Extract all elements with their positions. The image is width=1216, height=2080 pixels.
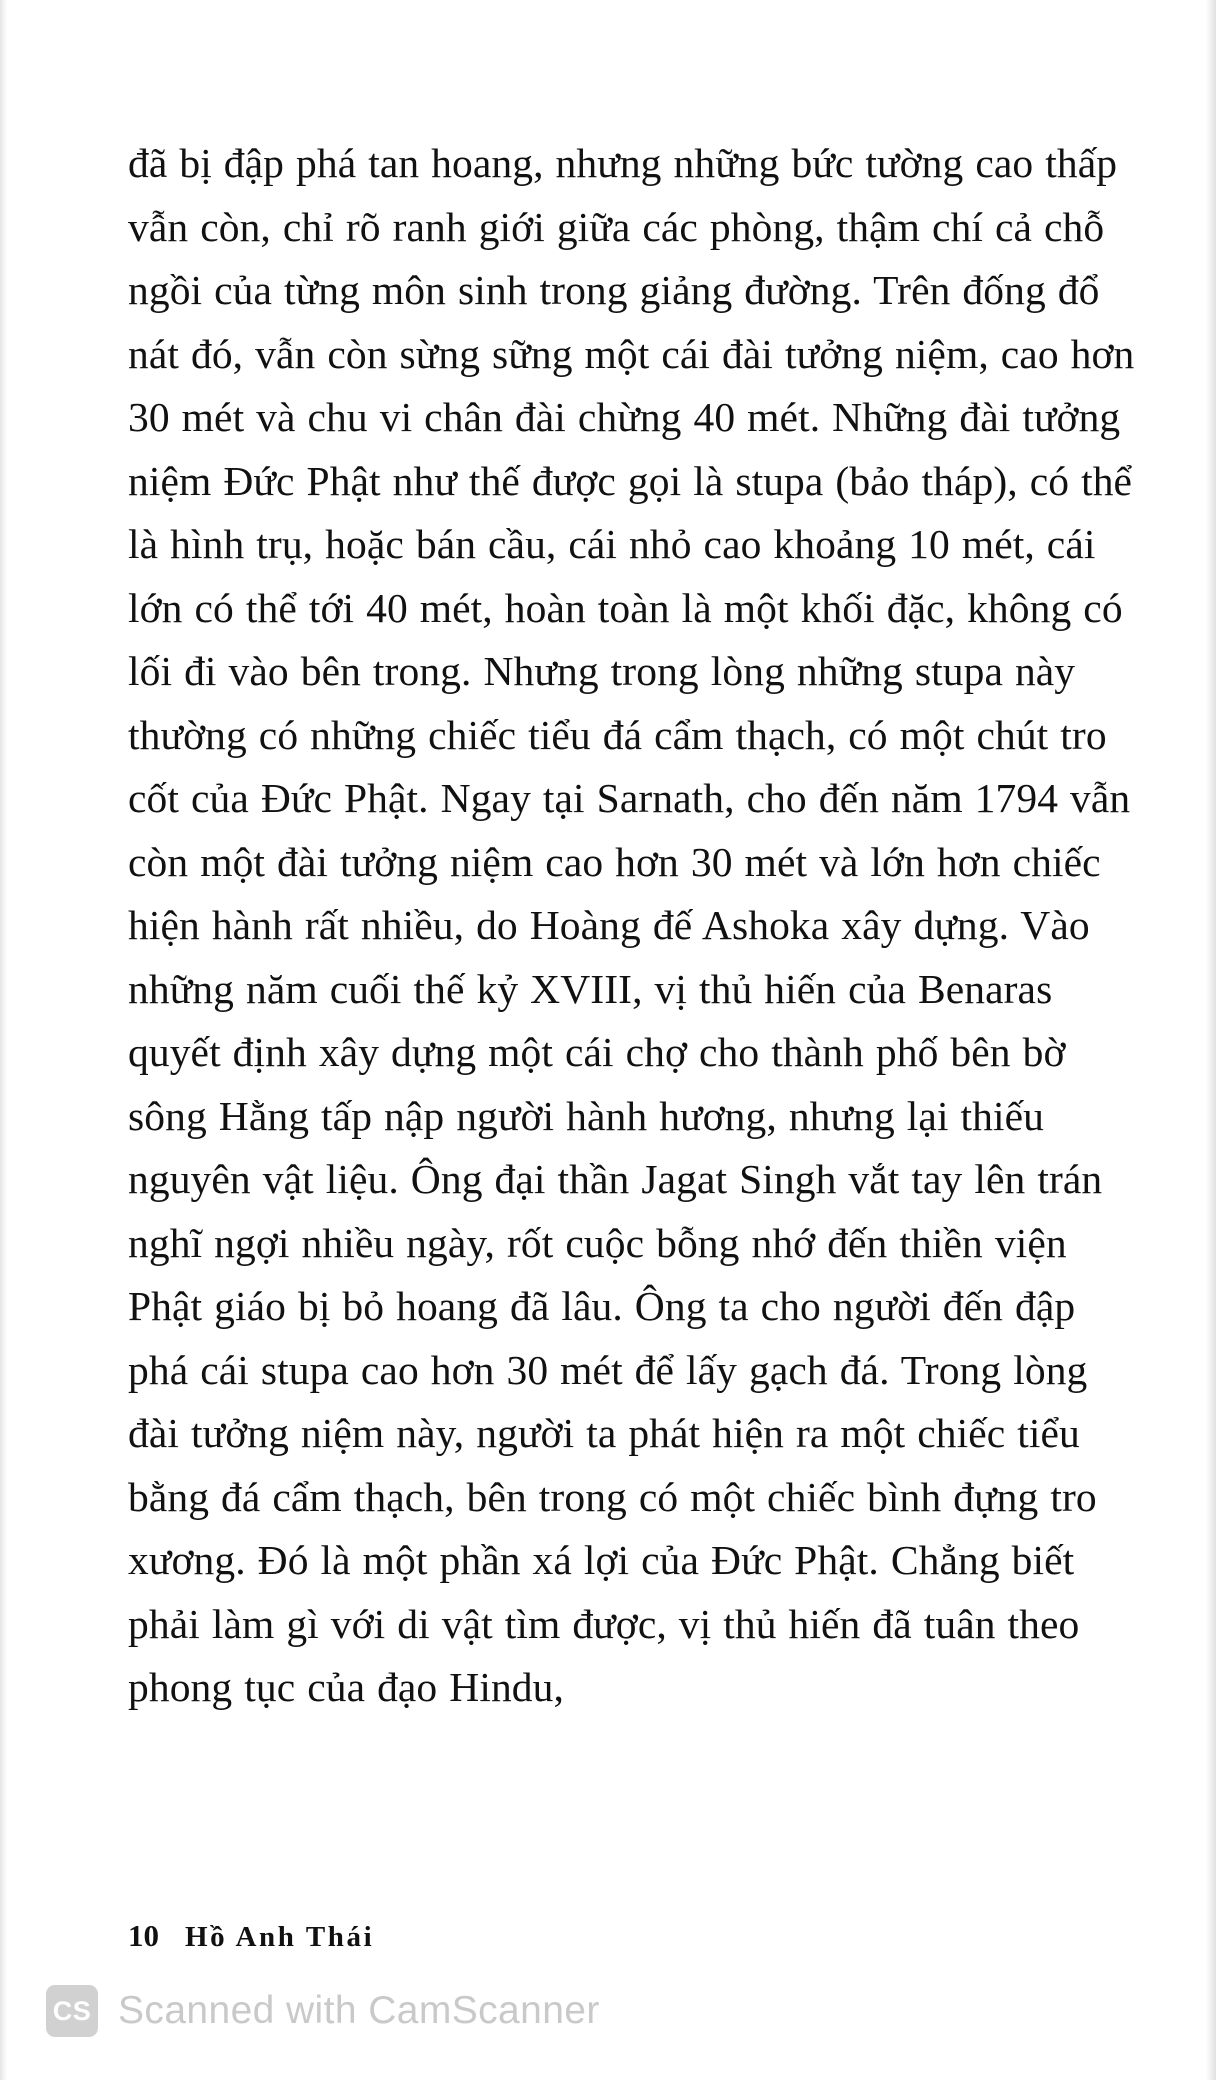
page-edge-shadow-left: [0, 0, 7, 2080]
page-body-text: [128, 132, 1143, 1720]
camscanner-watermark-label: Scanned with CamScanner: [118, 1989, 600, 2032]
page-footer: [128, 1918, 374, 1954]
camscanner-logo-icon: CS: [46, 1985, 98, 2037]
camscanner-watermark: [46, 1985, 600, 2037]
body-paragraph: đã bị đập phá tan hoang, nhưng những bức tường cao thấp vẫn còn, chỉ rõ ranh giới giữa các phòng, thậm chí cả chỗ ngồi của từng môn sinh trong giảng đường. Trên đống đổ nát đó, vẫn còn sừng sững một cái đài tưởng niệm, cao hơn 30 mét và chu vi chân đài chừng 40 mét. Những đài tưởng niệm Đức Phật như thế được gọi là stupa (bảo tháp), có thể là hình trụ, hoặc bán cầu, cái nhỏ cao khoảng 10 mét, cái lớn có thể tới 40 mét, hoàn toàn là một khối đặc, không có lối đi vào bên trong. Nhưng trong lòng những stupa này thường có những chiếc tiểu đá cẩm thạch, có một chút tro cốt của Đức Phật. Ngay tại Sarnath, cho đến năm 1794 vẫn còn một đài tưởng niệm cao hơn 30 mét và lớn hơn chiếc hiện hành rất nhiều, do Hoàng đế Ashoka xây dựng. Vào những năm cuối thế kỷ XVIII, vị thủ hiến của Benaras quyết định xây dựng một cái chợ cho thành phố bên bờ sông Hằng tấp nập người hành hương, nhưng lại thiếu nguyên vật liệu. Ông đại thần Jagat Singh vắt tay lên trán nghĩ ngợi nhiều ngày, rốt cuộc bỗng nhớ đến thiền viện Phật giáo bị bỏ hoang đã lâu. Ông ta cho người đến đập phá cái stupa cao hơn 30 mét để lấy gạch đá. Trong lòng đài tưởng niệm này, người ta phát hiện ra một chiếc tiểu bằng đá cẩm thạch, bên trong có một chiếc bình đựng tro xương. Đó là một phần xá lợi của Đức Phật. Chẳng biết phải làm gì với di vật tìm được, vị thủ hiến đã tuân theo phong tục của đạo Hindu,: [128, 140, 1135, 1710]
page-number: 10: [128, 1918, 159, 1953]
page-edge-shadow-right: [1206, 0, 1216, 2080]
running-head-author: Hồ Anh Thái: [185, 1921, 375, 1953]
